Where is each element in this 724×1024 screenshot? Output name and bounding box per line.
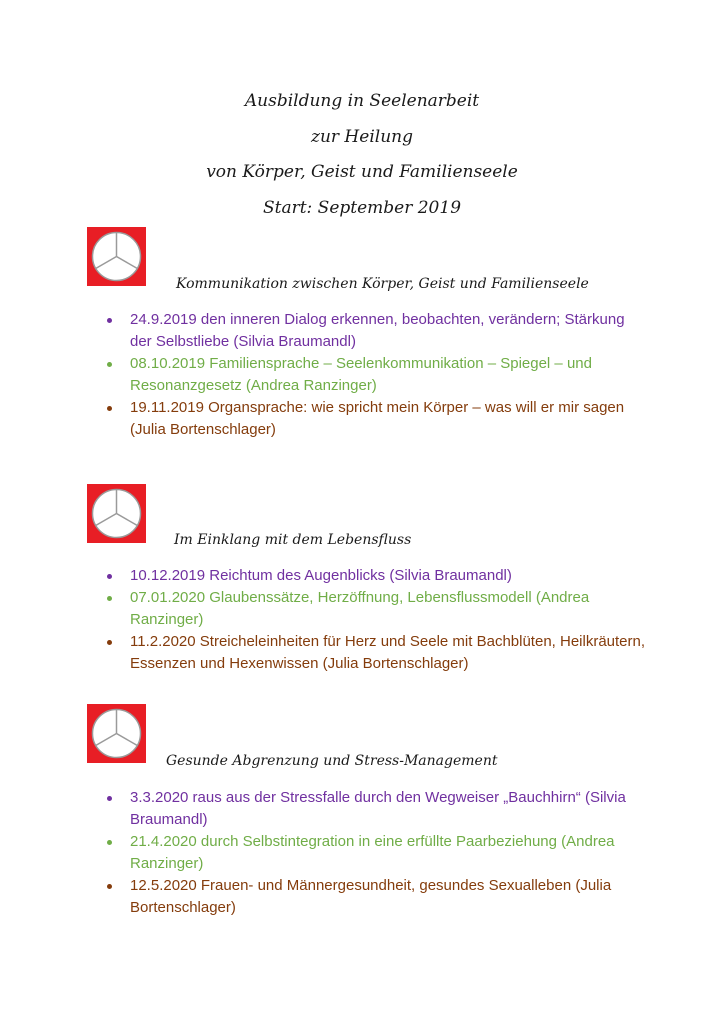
event-text: 10.12.2019 Reichtum des Augenblicks (Silvia Braumandl) [130,567,512,584]
peace-logo-icon [87,227,146,286]
event-text: 07.01.2020 Glaubenssätze, Herzöffnung, Lebensflussmodell (Andrea Ranzinger) [130,589,590,628]
bullet-icon [107,574,112,579]
section-heading: Kommunikation zwischen Körper, Geist und Familienseele [176,276,589,292]
event-list [107,787,647,919]
event-text: 3.3.2020 raus aus der Stressfalle durch den Wegweiser „Bauchhirn“ (Silvia Braumandl) [130,789,626,828]
list-item [107,565,647,587]
bullet-icon [107,596,112,601]
event-text: 21.4.2020 durch Selbstintegration in eine erfüllte Paarbeziehung (Andrea Ranzinger) [130,833,615,872]
peace-logo-icon [87,704,146,763]
list-item [107,397,647,441]
event-text: 08.10.2019 Familiensprache – Seelenkommunikation – Spiegel – und Resonanzgesetz (Andrea Ranzinger) [130,355,592,394]
bullet-icon [107,884,112,889]
bullet-icon [107,406,112,411]
event-list [107,565,647,675]
title-line: Ausbildung in Seelenarbeit [244,91,480,111]
list-item [107,631,647,675]
section-heading: Gesunde Abgrenzung und Stress-Management [166,753,498,769]
title-line: zur Heilung [311,126,413,147]
title-line: Start: September 2019 [262,197,462,218]
bullet-icon [107,640,112,645]
section-heading: Im Einklang mit dem Lebensfluss [174,532,412,548]
event-text: 19.11.2019 Organsprache: wie spricht mein Körper – was will er mir sagen (Julia Bortenschlager) [130,399,625,438]
list-item [107,587,647,631]
document-title [0,84,724,226]
event-text: 11.2.2020 Streicheleinheiten für Herz und Seele mit Bachblüten, Heilkräutern, Essenzen und Hexenwissen (Julia Bortenschlager) [130,633,646,672]
list-item [107,353,647,397]
bullet-icon [107,318,112,323]
list-item [107,875,647,919]
bullet-icon [107,362,112,367]
peace-logo-icon [87,484,146,543]
event-text: 12.5.2020 Frauen- und Männergesundheit, gesundes Sexualleben (Julia Bortenschlager) [130,877,612,916]
event-list [107,309,647,441]
list-item [107,831,647,875]
list-item [107,309,647,353]
bullet-icon [107,840,112,845]
bullet-icon [107,796,112,801]
title-line: von Körper, Geist und Familienseele [206,162,518,182]
list-item [107,787,647,831]
event-text: 24.9.2019 den inneren Dialog erkennen, beobachten, verändern; Stärkung der Selbstliebe (Silvia Braumandl) [130,311,625,350]
